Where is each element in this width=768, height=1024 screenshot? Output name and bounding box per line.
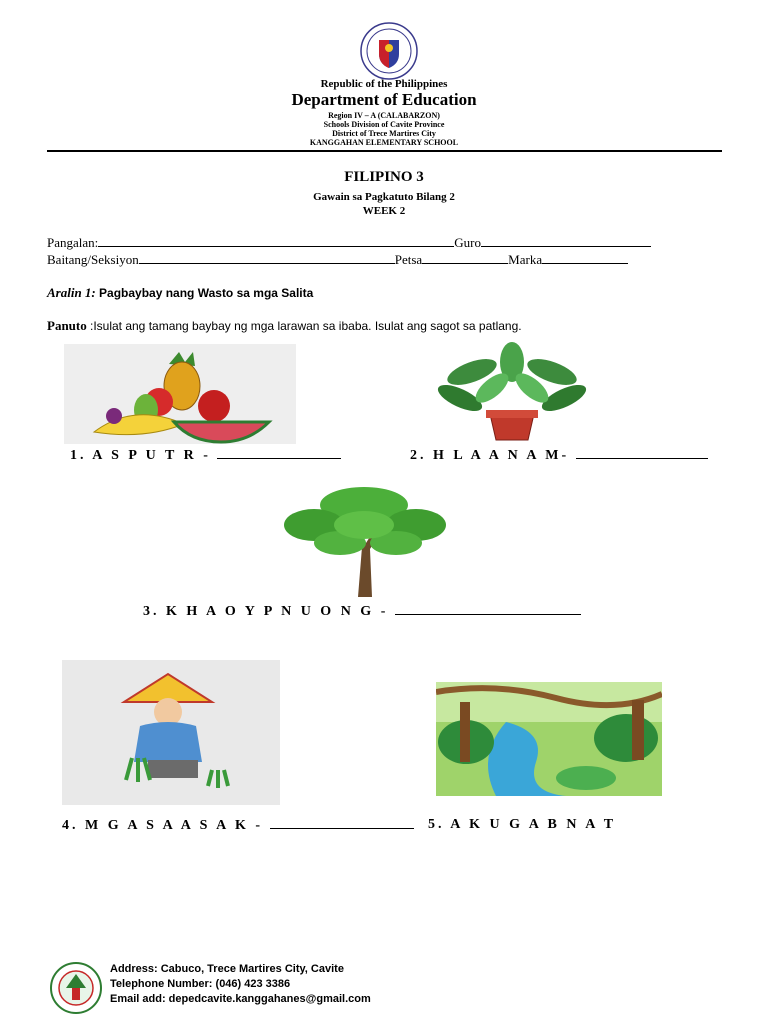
plant-picture <box>432 342 592 442</box>
activity-title: Gawain sa Pagkatuto Bilang 2 <box>313 191 455 203</box>
item-1-number: 1. <box>70 448 87 463</box>
item-3-answer-blank[interactable] <box>395 603 581 615</box>
footer-address: Address: Cabuco, Trece Martires City, Cavite <box>110 963 344 975</box>
lesson-label: Aralin 1: <box>47 285 96 300</box>
footer-contact <box>110 962 371 1007</box>
item-5 <box>428 817 616 833</box>
fruits-picture <box>64 344 296 444</box>
date-blank[interactable] <box>422 252 508 264</box>
item-4-number: 4. <box>62 818 79 833</box>
item-5-number: 5. <box>428 817 445 832</box>
directions-line <box>47 318 522 334</box>
name-row <box>47 235 651 251</box>
section-row <box>47 252 628 268</box>
section-blank[interactable] <box>139 252 395 264</box>
farmer-picture <box>62 660 280 805</box>
item-2-number: 2. <box>410 448 427 463</box>
item-1-word: A S P U T R - <box>92 448 211 463</box>
item-5-word: A K U G A B N A T <box>450 817 617 832</box>
forest-picture <box>436 682 662 796</box>
teacher-label: Guro <box>454 235 481 250</box>
teacher-blank[interactable] <box>481 235 651 247</box>
name-blank[interactable] <box>98 235 454 247</box>
directions-text: :Isulat ang tamang baybay ng mga larawan sa ibaba. Isulat ang sagot sa patlang. <box>89 319 522 333</box>
footer-email[interactable]: Email add: depedcavite.kanggahanes@gmail.com <box>110 993 371 1005</box>
directions-label: Panuto <box>47 318 87 333</box>
lesson-line <box>47 285 313 301</box>
week-label: WEEK 2 <box>362 205 406 217</box>
item-4-answer-blank[interactable] <box>270 817 414 829</box>
subject-title: FILIPINO 3 <box>344 169 424 185</box>
tree-picture <box>278 485 450 600</box>
date-label: Petsa <box>394 252 423 267</box>
region-line: Region IV – A (CALABARZON) <box>328 111 440 120</box>
division-line: Schools Division of Cavite Province <box>323 120 445 129</box>
district-line: District of Trece Martires City <box>332 129 436 138</box>
republic-line: Republic of the Philippines <box>320 78 448 90</box>
school-line: KANGGAHAN ELEMENTARY SCHOOL <box>309 138 459 147</box>
item-2-word: H L A A N A M- <box>433 448 570 463</box>
item-4 <box>62 817 414 834</box>
section-label: Baitang/Seksiyon <box>47 252 139 267</box>
item-1-answer-blank[interactable] <box>217 447 341 459</box>
item-2 <box>410 447 708 464</box>
item-3-number: 3. <box>143 604 160 619</box>
deped-seal-logo <box>360 22 418 80</box>
score-blank[interactable] <box>542 252 628 264</box>
score-label: Marka <box>508 252 543 267</box>
name-label: Pangalan: <box>47 235 99 250</box>
school-logo <box>50 962 102 1014</box>
item-3-word: K H A O Y P N U O N G - <box>166 604 389 619</box>
item-3 <box>143 603 581 620</box>
item-4-word: M G A S A A S A K - <box>85 818 263 833</box>
item-2-answer-blank[interactable] <box>576 447 708 459</box>
footer-phone: Telephone Number: (046) 423 3386 <box>110 978 291 990</box>
header-divider <box>47 150 722 152</box>
item-1 <box>70 447 341 464</box>
department-title: Department of Education <box>291 90 477 109</box>
lesson-text: Pagbaybay nang Wasto sa mga Salita <box>99 286 314 300</box>
